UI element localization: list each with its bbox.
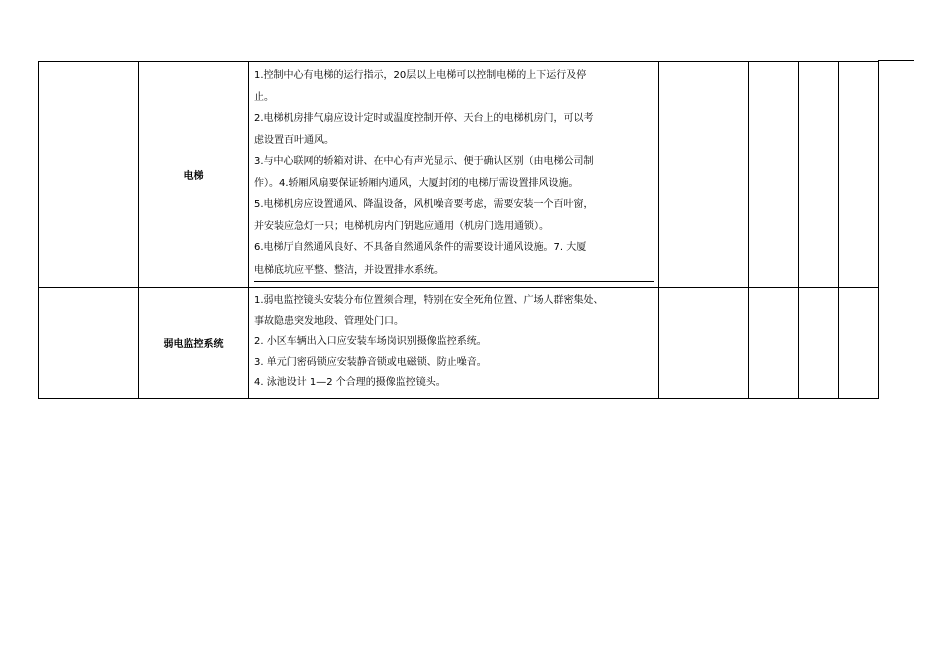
empty-cell <box>749 62 799 288</box>
inspection-table <box>38 61 879 399</box>
description-line: 止。 <box>254 91 274 103</box>
empty-cell <box>839 62 879 288</box>
description-line: 5.电梯机房应设置通风、降温设备，风机噪音要考虑，需要安装一个百叶窗， <box>254 199 594 210</box>
empty-cell <box>749 288 799 399</box>
description-line: 3. 单元门密码锁应安装静音锁或电磁锁、防止噪音。 <box>254 356 487 368</box>
empty-cell <box>659 62 749 288</box>
description-line: 并安装应急灯一只；电梯机房内门钥匙应通用（机房门选用通锁）。 <box>254 220 549 232</box>
description-cell <box>249 288 659 399</box>
table-row <box>39 62 879 288</box>
description-line: 事故隐患突发地段、管理处门口。 <box>254 315 404 327</box>
description-line: 电梯底坑应平整、整洁，并设置排水系统。 <box>254 260 654 283</box>
description-line: 6.电梯厅自然通风良好、不具备自然通风条件的需要设计通风设施。7. 大厦 <box>254 242 587 253</box>
empty-cell <box>39 62 139 288</box>
description-cell <box>249 62 659 288</box>
category-cell: 弱电监控系统 <box>139 288 249 399</box>
description-line: 作）。4.轿厢风扇要保证轿厢内通风，大厦封闭的电梯厅需设置排风设施。 <box>254 177 579 189</box>
description-line: 3.与中心联网的轿箱对讲、在中心有声光显示、便于确认区别（由电梯公司制 <box>254 156 594 167</box>
empty-cell <box>659 288 749 399</box>
description-line: 虑设置百叶通风。 <box>254 134 334 146</box>
description-line: 1.弱电监控镜头安装分布位置须合理，特别在安全死角位置、广场人群密集处、 <box>254 295 604 306</box>
description-line: 4. 泳池设计 1—2 个合理的摄像监控镜头。 <box>254 377 446 388</box>
header-rule <box>878 60 914 61</box>
description-line: 2. 小区车辆出入口应安装车场岗识别摄像监控系统。 <box>254 336 487 347</box>
empty-cell <box>839 288 879 399</box>
table-row <box>39 288 879 399</box>
empty-cell <box>799 62 839 288</box>
description-line: 2.电梯机房排气扇应设计定时或温度控制开停、天台上的电梯机房门，可以考 <box>254 113 594 124</box>
category-cell: 电梯 <box>139 62 249 288</box>
empty-cell <box>39 288 139 399</box>
description-line: 1.控制中心有电梯的运行指示，20层以上电梯可以控制电梯的上下运行及停 <box>254 70 587 81</box>
empty-cell <box>799 288 839 399</box>
